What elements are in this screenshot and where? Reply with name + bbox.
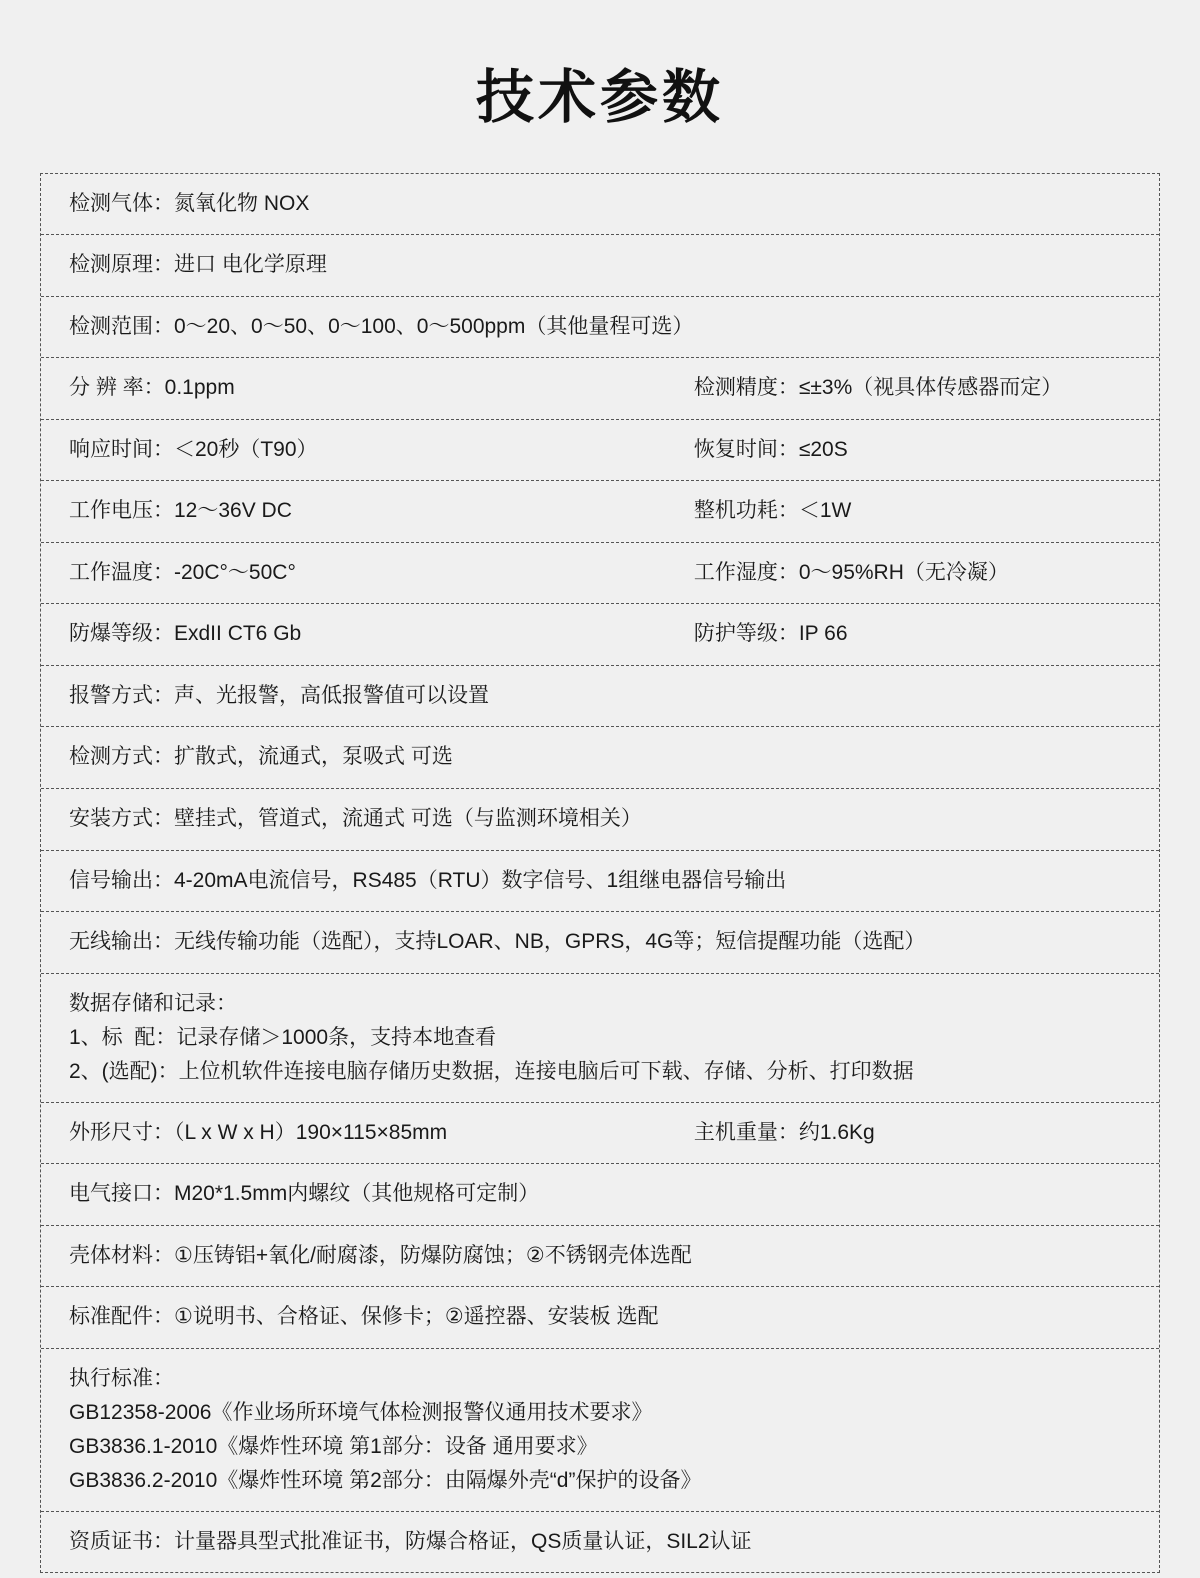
spec-data-storage xyxy=(41,974,1159,1102)
table-row xyxy=(41,174,1159,236)
spec-execution-standards-line-2: GB12358-2006《作业场所环境气体检测报警仪通用技术要求》 xyxy=(69,1400,653,1424)
spec-explosion-proof-grade: 防爆等级：ExdII CT6 Gb xyxy=(69,622,302,646)
spec-execution-standards-line-4: GB3836.2-2010《爆炸性环境 第2部分：由隔爆外壳“d”保护的设备》 xyxy=(69,1468,702,1492)
spec-certificates: 资质证书：计量器具型式批准证书，防爆合格证，QS质量认证，SIL2认证 xyxy=(69,1529,752,1553)
table-row xyxy=(41,1349,1159,1512)
spec-detection-gas: 检测气体：氮氧化物 NOX xyxy=(69,191,310,215)
spec-execution-standards-line-3: GB3836.1-2010《爆炸性环境 第1部分：设备 通用要求》 xyxy=(69,1434,598,1458)
spec-detection-mode: 检测方式：扩散式，流通式，泵吸式 可选 xyxy=(69,745,453,769)
spec-housing-material: 壳体材料：①压铸铝+氧化/耐腐漆，防爆防腐蚀；②不锈钢壳体选配 xyxy=(69,1243,692,1267)
spec-execution-standards-line-1: 执行标准： xyxy=(69,1366,174,1390)
spec-data-storage-line-3: 2、(选配)：上位机软件连接电脑存储历史数据，连接电脑后可下载、存储、分析、打印数据 xyxy=(69,1059,914,1083)
table-row xyxy=(41,666,1159,728)
table-row xyxy=(41,481,1159,543)
spec-detection-range: 检测范围：0～20、0～50、0～100、0～500ppm（其他量程可选） xyxy=(69,314,694,338)
spec-detection-principle: 检测原理：进口 电化学原理 xyxy=(69,253,327,277)
table-row xyxy=(41,789,1159,851)
table-row xyxy=(41,912,1159,974)
table-row xyxy=(41,1226,1159,1288)
table-row xyxy=(41,235,1159,297)
table-row xyxy=(41,358,1159,420)
spec-installation-mode: 安装方式：壁挂式，管道式，流通式 可选（与监测环境相关） xyxy=(69,806,642,830)
table-row xyxy=(41,1512,1159,1573)
table-row xyxy=(41,727,1159,789)
spec-protection-grade: 防护等级：IP 66 xyxy=(693,622,848,646)
table-row xyxy=(41,297,1159,359)
spec-alarm-mode: 报警方式：声、光报警，高低报警值可以设置 xyxy=(69,683,489,707)
spec-power-consumption: 整机功耗：＜1W xyxy=(693,499,852,523)
spec-working-voltage: 工作电压：12～36V DC xyxy=(69,499,292,523)
spec-signal-output: 信号输出：4-20mA电流信号，RS485（RTU）数字信号、1组继电器信号输出 xyxy=(69,868,787,892)
specifications-table xyxy=(40,173,1160,1574)
spec-recovery-time: 恢复时间：≤20S xyxy=(693,437,848,461)
table-row xyxy=(41,1287,1159,1349)
page-title: 技术参数 xyxy=(475,65,724,130)
spec-wireless-output: 无线输出：无线传输功能（选配），支持LOAR、NB，GPRS，4G等；短信提醒功能（选配） xyxy=(69,930,926,954)
table-row xyxy=(41,1164,1159,1226)
table-row xyxy=(41,1103,1159,1165)
table-row xyxy=(41,543,1159,605)
spec-execution-standards xyxy=(41,1349,1159,1511)
spec-resolution: 分 辨 率：0.1ppm xyxy=(69,376,235,400)
spec-weight: 主机重量：约1.6Kg xyxy=(693,1120,875,1144)
table-row xyxy=(41,974,1159,1103)
table-row xyxy=(41,851,1159,913)
spec-response-time: 响应时间：＜20秒（T90） xyxy=(69,437,318,461)
spec-data-storage-line-2: 1、标 配：记录存储＞1000条，支持本地查看 xyxy=(69,1025,497,1049)
spec-dimensions: 外形尺寸：（L x W x H）190×115×85mm xyxy=(69,1120,448,1144)
spec-working-humidity: 工作湿度：0～95%RH（无冷凝） xyxy=(693,560,1009,584)
table-row xyxy=(41,420,1159,482)
spec-standard-accessories: 标准配件：①说明书、合格证、保修卡；②遥控器、安装板 选配 xyxy=(69,1305,659,1329)
spec-accuracy: 检测精度：≤±3%（视具体传感器而定） xyxy=(693,376,1063,400)
spec-electrical-interface: 电气接口：M20*1.5mm内螺纹（其他规格可定制） xyxy=(69,1182,540,1206)
table-row xyxy=(41,604,1159,666)
spec-working-temperature: 工作温度：-20C°～50C° xyxy=(69,560,296,584)
spec-data-storage-line-1: 数据存储和记录： xyxy=(69,991,237,1015)
